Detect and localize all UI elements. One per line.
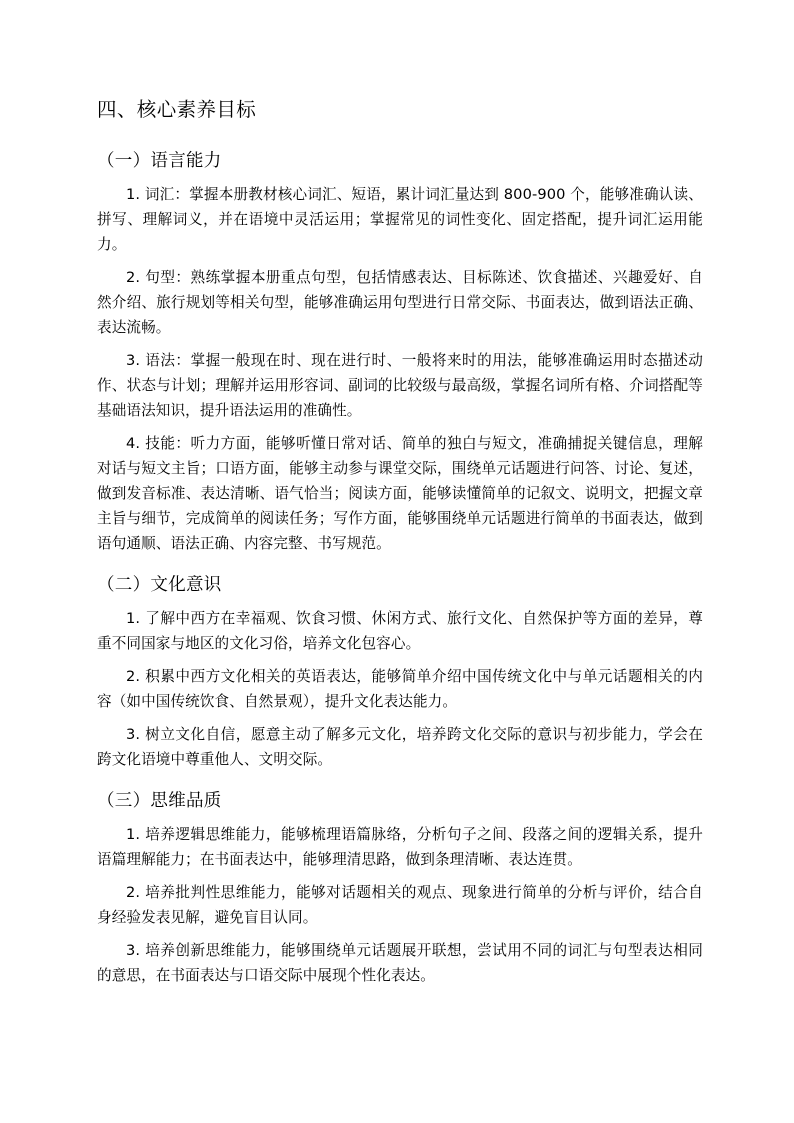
section-heading: （二）文化意识: [97, 575, 222, 595]
paragraph: 3. 培养创新思维能力，能够围绕单元话题展开联想，尝试用不同的词汇与句型表达相同的意思，在书面表达与口语交际中展现个性化表达。: [97, 942, 703, 984]
paragraph: 3. 树立文化自信，愿意主动了解多元文化，培养跨文化交际的意识与初步能力，学会在跨文化语境中尊重他人、文明交际。: [97, 726, 703, 768]
paragraph: 1. 培养逻辑思维能力，能够梳理语篇脉络，分析句子之间、段落之间的逻辑关系，提升语篇理解能力；在书面表达中，能够理清思路，做到条理清晰、表达连贯。: [97, 826, 703, 868]
paragraph: 2. 积累中西方文化相关的英语表达，能够简单介绍中国传统文化中与单元话题相关的内容（如中国传统饮食、自然景观），提升文化表达能力。: [97, 668, 703, 710]
paragraph: 2. 句型：熟练掌握本册重点句型，包括情感表达、目标陈述、饮食描述、兴趣爱好、自然介绍、旅行规划等相关句型，能够准确运用句型进行日常交际、书面表达，做到语法正确、表达流畅。: [97, 269, 703, 336]
paragraph: 4. 技能：听力方面，能够听懂日常对话、简单的独白与短文，准确捕捉关键信息，理解对话与短文主旨；口语方面，能够主动参与课堂交际，围绕单元话题进行问答、讨论、复述，做到发音标准、表达清晰、语气恰当；阅读方面，能够读懂简单的记叙文、说明文，把握文章主旨与细节，完成简单的阅读任务；写作方面，能够围绕单元话题进行简单的书面表达，做到语句通顺、语法正确、内容完整、书写规范。: [97, 435, 703, 552]
section-language-ability: [97, 148, 703, 556]
section-heading: （一）语言能力: [97, 151, 222, 171]
paragraph: 1. 了解中西方在幸福观、饮食习惯、休闲方式、旅行文化、自然保护等方面的差异，尊重不同国家与地区的文化习俗，培养文化包容心。: [97, 610, 703, 652]
paragraph: 1. 词汇：掌握本册教材核心词汇、短语，累计词汇量达到 800-900 个，能够准确认读、拼写、理解词义，并在语境中灵活运用；掌握常见的词性变化、固定搭配，提升词汇运用能力。: [97, 186, 703, 253]
section-thinking-quality: [97, 788, 703, 988]
section-heading: （三）思维品质: [97, 791, 222, 811]
document-page: [97, 96, 703, 1004]
page-title: 四、核心素养目标: [97, 98, 257, 121]
paragraph: 2. 培养批判性思维能力，能够对话题相关的观点、现象进行简单的分析与评价，结合自身经验发表见解，避免盲目认同。: [97, 884, 703, 926]
section-cultural-awareness: [97, 572, 703, 772]
paragraph: 3. 语法：掌握一般现在时、现在进行时、一般将来时的用法，能够准确运用时态描述动作、状态与计划；理解并运用形容词、副词的比较级与最高级，掌握名词所有格、介词搭配等基础语法知识，提升语法运用的准确性。: [97, 352, 703, 419]
